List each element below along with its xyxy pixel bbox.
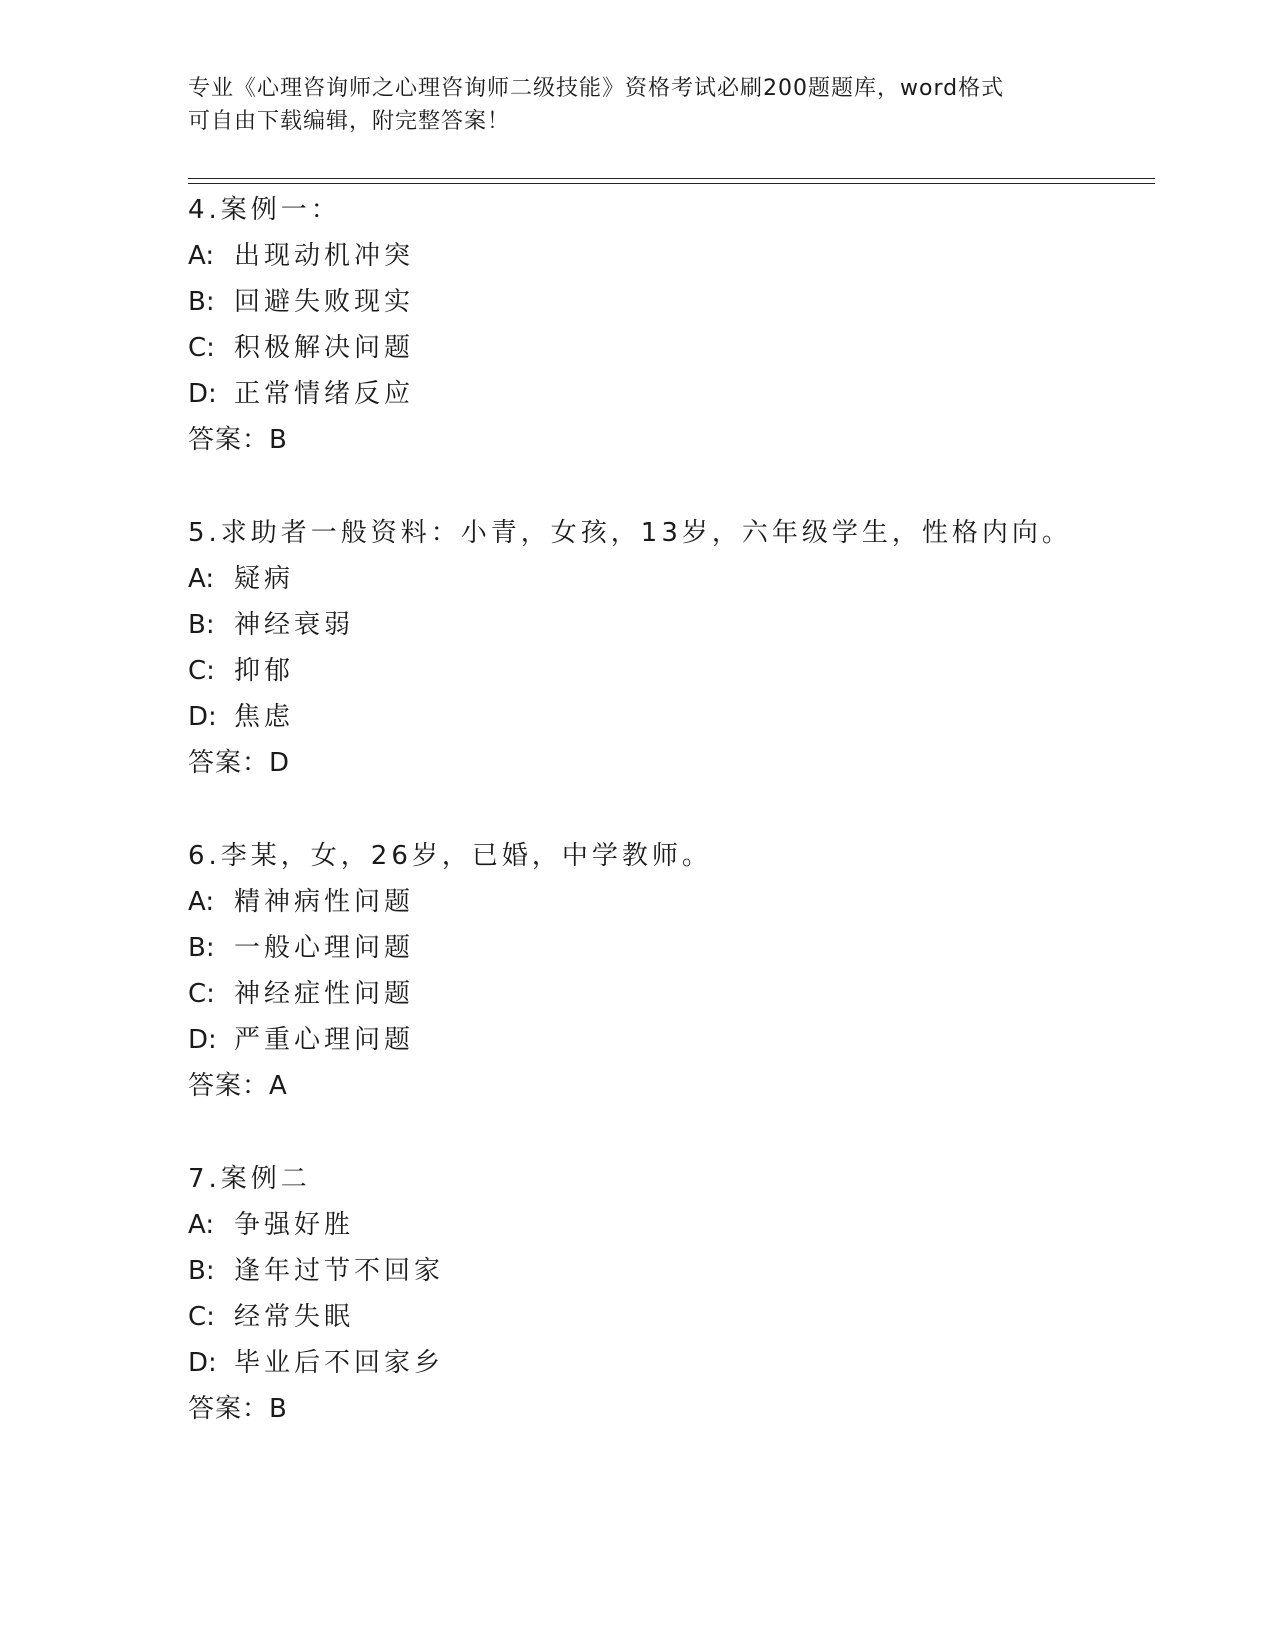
option-letter: B: [188,287,215,317]
option-letter: A: [188,887,215,917]
option-letter: C: [188,979,215,1009]
question-block [188,1156,1148,1432]
option-letter: B: [188,610,215,640]
header-divider-bottom [188,183,1155,184]
option-c [188,971,1148,1017]
option-b [188,279,1148,325]
option-text: 焦虑 [234,702,295,732]
option-letter: A: [188,241,215,271]
option-text: 抑郁 [234,656,295,686]
option-text: 严重心理问题 [234,1025,415,1055]
option-text: 精神病性问题 [234,887,415,917]
option-letter: D: [188,379,217,409]
option-text: 神经衰弱 [234,610,355,640]
option-text: 回避失败现实 [234,287,415,317]
option-text: 正常情绪反应 [234,379,415,409]
option-letter: C: [188,333,215,363]
question-block [188,187,1148,463]
option-text: 疑病 [234,564,295,594]
option-text: 积极解决问题 [234,333,415,363]
option-text: 出现动机冲突 [234,241,415,271]
question-stem: 4.案例一： [188,195,341,225]
option-a [188,1202,1148,1248]
option-letter: A: [188,564,215,594]
option-letter: D: [188,702,217,732]
option-c [188,648,1148,694]
header-line-1: 专业《心理咨询师之心理咨询师二级技能》资格考试必刷200题题库，word格式 [188,76,1005,101]
option-a [188,556,1148,602]
document-header [188,72,1088,138]
option-letter: D: [188,1348,217,1378]
option-b [188,1248,1148,1294]
option-letter: C: [188,1302,215,1332]
header-divider-top [188,178,1155,179]
option-text: 争强好胜 [234,1210,355,1240]
option-b [188,602,1148,648]
header-line-2: 可自由下载编辑，附完整答案！ [188,109,511,134]
option-text: 神经症性问题 [234,979,415,1009]
option-text: 经常失眠 [234,1302,355,1332]
option-d [188,1017,1148,1063]
answer-line: 答案：A [188,1071,288,1101]
option-b [188,925,1148,971]
option-d [188,1340,1148,1386]
option-letter: D: [188,1025,217,1055]
option-letter: B: [188,1256,215,1286]
question-stem: 5.求助者一般资料：小青，女孩，13岁，六年级学生，性格内向。 [188,518,1072,548]
answer-line: 答案：B [188,425,288,455]
option-letter: B: [188,933,215,963]
option-letter: C: [188,656,215,686]
option-text: 逢年过节不回家 [234,1256,445,1286]
question-stem: 7.案例二 [188,1164,311,1194]
option-d [188,371,1148,417]
option-text: 一般心理问题 [234,933,415,963]
question-block [188,833,1148,1109]
option-a [188,233,1148,279]
question-stem: 6.李某，女，26岁，已婚，中学教师。 [188,841,712,871]
option-c [188,325,1148,371]
option-a [188,879,1148,925]
answer-line: 答案：B [188,1394,288,1424]
option-c [188,1294,1148,1340]
option-d [188,694,1148,740]
option-text: 毕业后不回家乡 [234,1348,445,1378]
answer-line: 答案：D [188,748,291,778]
question-block [188,510,1148,786]
option-letter: A: [188,1210,215,1240]
